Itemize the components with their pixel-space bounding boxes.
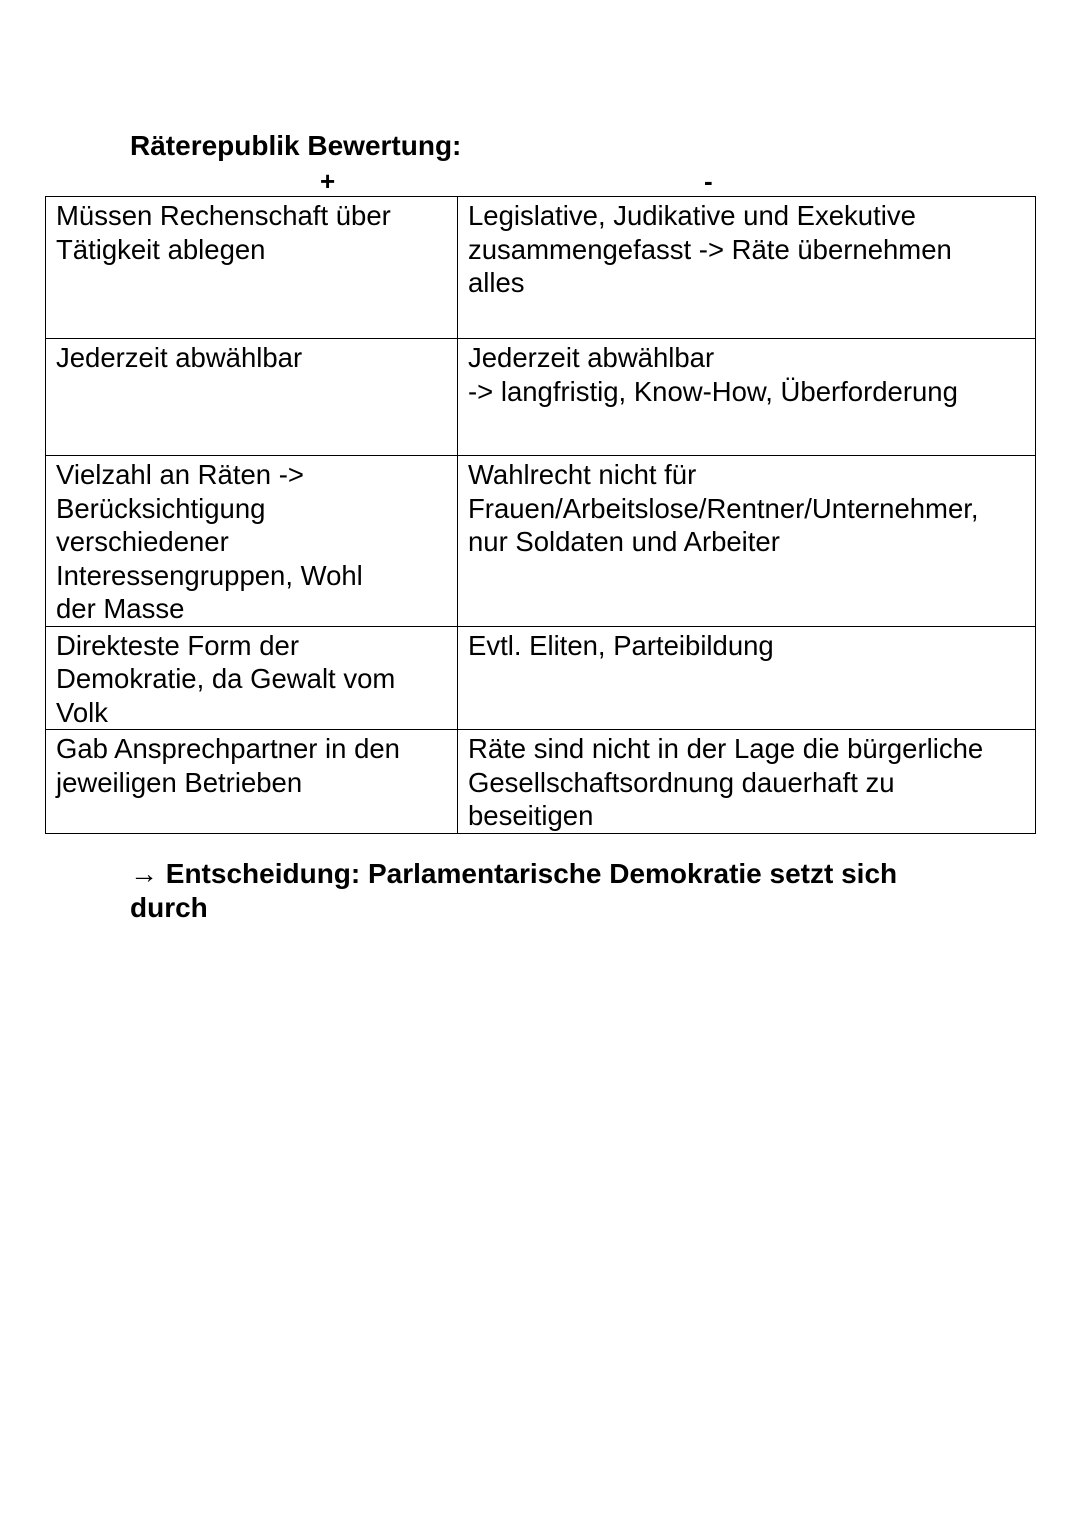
cell-text: Interessengruppen, Wohl: [56, 559, 363, 591]
contra-cell: [458, 197, 1036, 339]
conclusion-text: Entscheidung: Parlamentarische Demokratie setzt sich: [165, 858, 898, 889]
cell-text: Gab Ansprechpartner in den: [56, 733, 400, 764]
cell-text: Räte sind nicht in der Lage die bürgerliche: [468, 733, 984, 764]
cell-text: Müssen Rechenschaft über: [56, 200, 391, 231]
table-row: [46, 456, 1036, 627]
contra-cell: [458, 456, 1036, 627]
cell-text: der Masse: [56, 593, 185, 624]
table-row: [46, 626, 1036, 730]
cell-text: zusammengefasst -> Räte übernehmen: [468, 233, 952, 265]
cell-text: beseitigen: [468, 800, 594, 831]
cell-text: Vielzahl an Räten ->: [56, 459, 304, 490]
cell-text: Evtl. Eliten, Parteibildung: [468, 629, 774, 661]
cell-text: verschiedener: [56, 526, 229, 557]
cell-text: Tätigkeit ablegen: [56, 233, 266, 265]
cell-text: Volk: [56, 696, 108, 728]
conclusion: [130, 857, 897, 925]
cell-text: Gesellschaftsordnung dauerhaft zu: [468, 766, 895, 798]
pro-cell: [46, 197, 458, 339]
cell-text: jeweiligen Betrieben: [56, 766, 303, 798]
pro-cell: [46, 730, 458, 834]
cell-text: Wahlrecht nicht für: [468, 459, 697, 490]
cell-text: -> langfristig, Know-How, Überforderung: [468, 375, 958, 407]
cell-text: Jederzeit abwählbar: [468, 342, 715, 373]
cell-text: alles: [468, 267, 525, 298]
contra-cell: [458, 626, 1036, 730]
arrow-right-icon: →: [130, 858, 158, 889]
pro-column-header: +: [320, 166, 336, 196]
cell-text: Jederzeit abwählbar: [56, 342, 303, 373]
contra-cell: [458, 730, 1036, 834]
table-row: [46, 730, 1036, 834]
table-row: [46, 197, 1036, 339]
contra-cell: [458, 339, 1036, 456]
conclusion-line: [130, 857, 897, 891]
cell-text: Demokratie, da Gewalt vom: [56, 663, 396, 694]
contra-column-header: -: [704, 166, 713, 196]
cell-text: nur Soldaten und Arbeiter: [468, 526, 780, 557]
conclusion-line: durch: [130, 892, 208, 923]
cell-text: Berücksichtigung: [56, 492, 266, 524]
evaluation-table: [45, 196, 1036, 834]
table-row: [46, 339, 1036, 456]
cell-text: Frauen/Arbeitslose/Rentner/Unternehmer,: [468, 492, 979, 524]
pro-cell: [46, 339, 458, 456]
cell-text: Direkteste Form der: [56, 629, 299, 661]
pro-cell: [46, 456, 458, 627]
pro-cell: [46, 626, 458, 730]
cell-text: Legislative, Judikative und Exekutive: [468, 200, 916, 231]
page-title: Räterepublik Bewertung:: [130, 130, 462, 161]
